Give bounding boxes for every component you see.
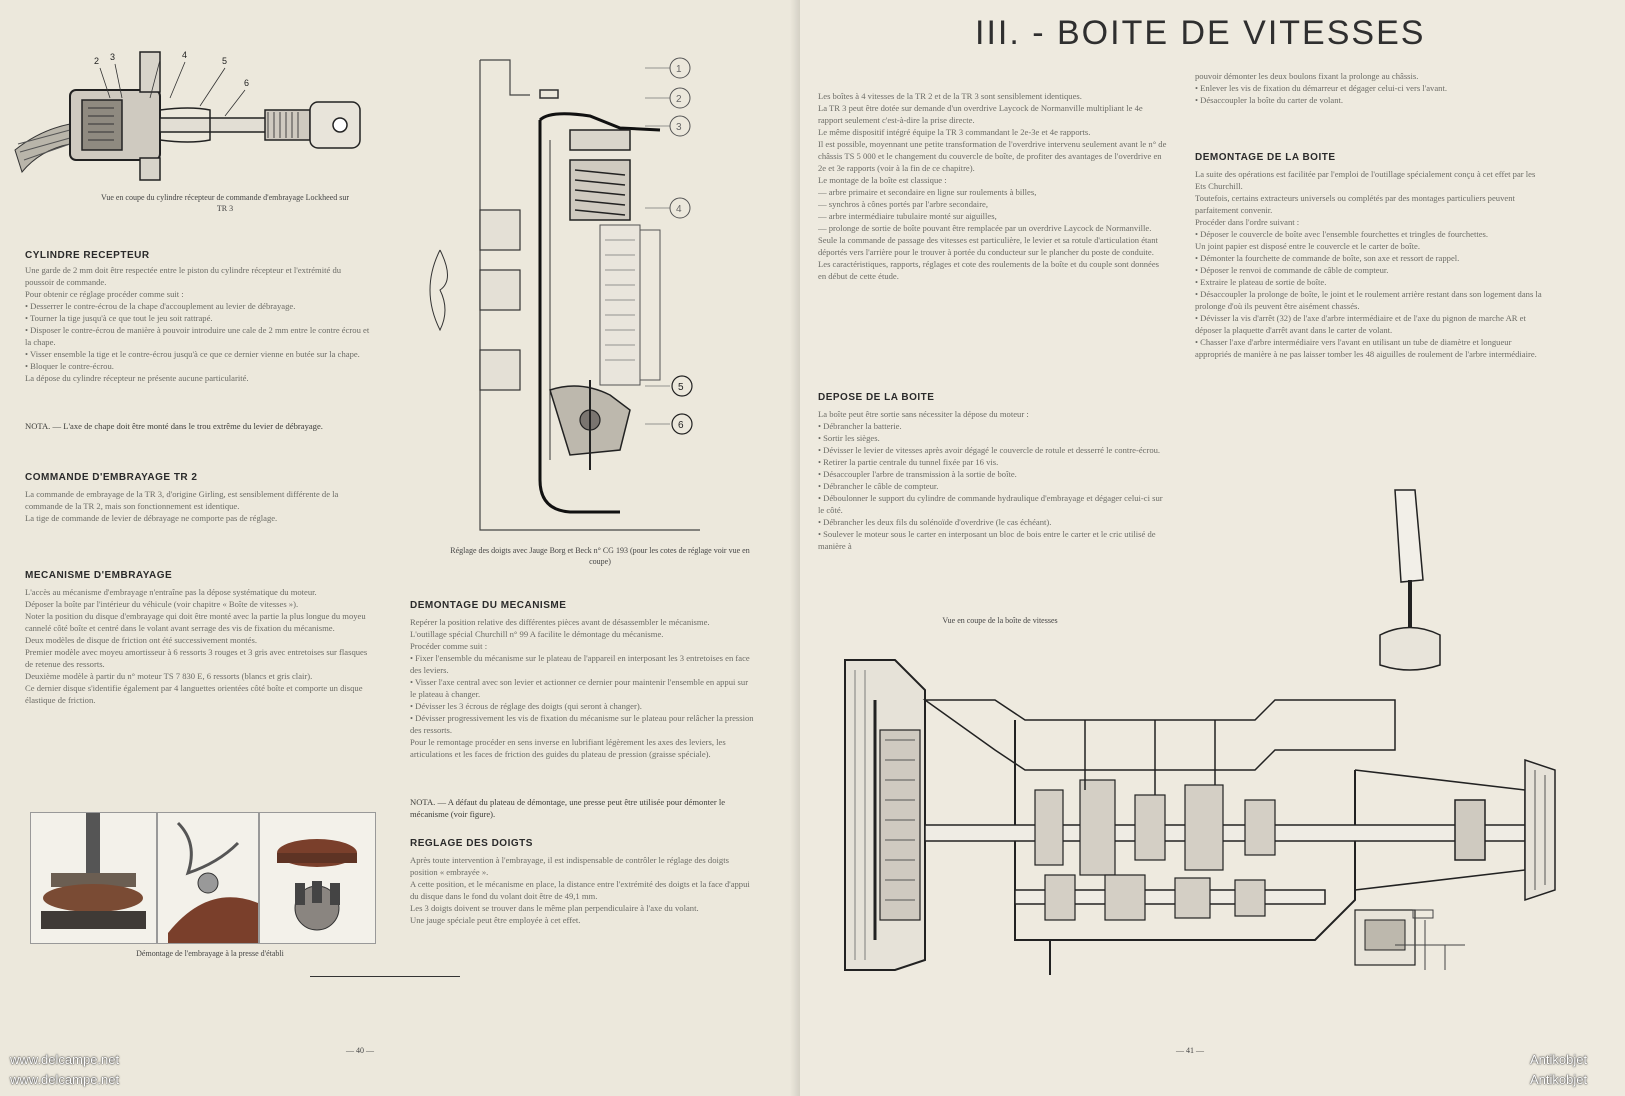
nota-demontage-mecanisme: NOTA. — A défaut du plateau de démontage, une presse peut être utilisée pour démonter le mécanisme (voir figure). xyxy=(410,797,726,819)
left-page xyxy=(0,0,800,1096)
photo-clutch-press-3 xyxy=(259,812,376,944)
text-demontage-boite: La suite des opérations est facilitée par l'emploi de l'outillage spécialement conçu à cet effet par les Ets Churchill. Toutefois, certains extracteurs universels ou complétés par des montages particuliers peuvent parfaitement convenir. Procéder dans l'ordre suivant : • Déposer le couvercle de boîte avec l'ensemble fourchettes et tringles de fourchettes. Un joint papier est disposé entre le couvercle et le carter de boîte. • Démonter la fourchette de commande de boîte, son axe et ressort de rappel. • Déposer le renvoi de commande de câble de compteur. • Extraire le plateau de sortie de boîte. • Désaccoupler la prolonge de boîte, le joint et le roulement arrière restant dans son logement dans la prolonge d'où ils peuvent être aisément chassés. • Dévisser la vis d'arrêt (32) de l'axe d'arbre intermédiaire et de l'axe du pignon de marche AR et déposer la plaquette d'arrêt avant dans le carter de volant. • Chasser l'axe d'arbre intermédiaire vers l'avant en utilisant un tube de diamètre et longueur appropriés de manière à ne pas laisser tomber les 48 aiguilles de roulement de l'arbre intermédiaire. xyxy=(1195,169,1542,359)
heading-cylindre-recepteur: CYLINDRE RECEPTEUR xyxy=(25,250,150,261)
gearbox-cutaway-drawing xyxy=(835,470,1575,990)
text-reglage-doigts: Après toute intervention à l'embrayage, il est indispensable de contrôler le réglage des doigts position « embrayée ». A cette position, et le mécanisme en place, la distance entre l'extrémité des doigts et la face d'appui du disque dans le fond du volant doit être de 49,1 mm. Les 3 doigts doivent se trouver dans le même plan perpendiculaire à l'axe du volant. Une jauge spéciale peut être employée à cet effet. xyxy=(410,855,750,925)
heading-depose-boite: DEPOSE DE LA BOITE xyxy=(818,392,935,403)
callout-3: 3 xyxy=(110,52,116,62)
callout-6: 6 xyxy=(244,78,250,88)
callout-2: 2 xyxy=(94,56,100,66)
heading-reglage-doigts: REGLAGE DES DOIGTS xyxy=(410,838,533,849)
watermark-antikobjet-2: Antikobjet xyxy=(1530,1072,1588,1087)
text-depose-boite: La boîte peut être sortie sans nécessiter la dépose du moteur : • Débrancher la batterie. • Sortir les sièges. • Dévisser le levier de vitesses après avoir dégagé le couvercle de rotule et desserré le contre-écrou. • Retirer la partie centrale du tunnel fixée par 16 vis. • Désaccoupler l'arbre de transmission à la sortie de boîte. • Débrancher le câble de compteur. • Déboulonner le support du cylindre de commande hydraulique d'embrayage et dégager celui-ci sur le côté. • Débrancher les deux fils du solénoïde d'overdrive (le cas échéant). • Soulever le moteur sous le carter en interposant un bloc de bois entre le carter et le cric utilisé de manière à xyxy=(818,409,1163,551)
text-demontage-mecanisme: Repérer la position relative des différentes pièces avant de désassembler le mécanisme. L'outillage spécial Churchill n° 99 A facilite le démontage du mécanisme. Procéder comme suit : • Fixer l'ensemble du mécanisme sur le plateau de l'appareil en interposant les 3 entretoises en face des leviers. • Visser l'axe central avec son levier et actionner ce dernier pour maintenir l'ensemble en appui sur le plateau à changer. • Dévisser les 3 écrous de réglage des doigts (qui seront à changer). • Dévisser progressivement les vis de fixation du mécanisme sur le plateau pour relâcher la pression des ressorts. Pour le remontage procéder en sens inverse en lubrifiant légèrement les axes des leviers, les articulations et les faces de friction des guides du plateau de pression (graisse spéciale). xyxy=(410,617,754,759)
fig2-callout-6: 6 xyxy=(678,420,684,431)
watermark-delcampe-2: www.delcampe.net xyxy=(10,1072,120,1087)
receiver-cylinder-drawing xyxy=(10,40,380,180)
gearbox-caption: Vue en coupe de la boîte de vitesses xyxy=(942,616,1058,625)
text-commande-embrayage: La commande de embrayage de la TR 3, d'origine Girling, est sensiblement différente de la commande de la TR 2, mais son fonctionnement est identique. La tige de commande de levier de débrayage ne comporte pas de réglage. xyxy=(25,489,339,523)
callout-5: 5 xyxy=(222,56,228,66)
fig1-caption: Vue en coupe du cylindre récepteur de commande d'embrayage Lockheed sur TR 3 xyxy=(101,193,349,213)
text-col2-top: pouvoir démonter les deux boulons fixant la prolonge au châssis. • Enlever les vis de fixation du démarreur et dégager celui-ci vers l'avant. • Désaccoupler la boîte du carter de volant. xyxy=(1195,71,1448,105)
photos-rule xyxy=(310,976,460,977)
fig2-callout-5: 5 xyxy=(678,382,684,393)
fig2-callout-2: 2 xyxy=(676,94,682,105)
nota-cylindre-recepteur: NOTA. — L'axe de chape doit être monté dans le trou extrême du levier de débrayage. xyxy=(25,421,323,431)
text-mecanisme-embrayage: L'accès au mécanisme d'embrayage n'entraîne pas la dépose systématique du moteur. Déposer la boîte par l'intérieur du véhicule (voir chapitre « Boîte de vitesses »). Noter la position du disque d'embrayage qui doit être monté avec la partie la plus longue du moyeu cannelé côté boîte et centré dans le volant avant serrage des vis de fixation du mécanisme. Deux modèles de disque de friction ont été successivement montés. Premier modèle avec moyeu amortisseur à 6 ressorts 3 rouges et 3 gris avec entretoises sur flasques de retenue des ressorts. Deuxième modèle à partir du n° moteur TS 7 830 E, 6 ressorts (blancs et gris clair). Ce dernier disque s'identifie également par 4 languettes orientées côté boîte et comporte un disque élastique de friction. xyxy=(25,587,368,705)
photos-caption: Démontage de l'embrayage à la presse d'établi xyxy=(136,949,284,958)
text-intro-boite: Les boîtes à 4 vitesses de la TR 2 et de la TR 3 sont sensiblement identiques. La TR 3 peut être dotée sur demande d'un overdrive Laycock de Normanville multipliant le 4e rapport seulement c'est-à-dire la prise directe. Le même dispositif intégré équipe la TR 3 commandant le 2e-3e et 4e rapports. Il est possible, moyennant une petite transformation de l'overdrive intervenu seulement avant le n° de châssis TS 5 000 et le changement du couvercle de boîte, de profiter des avantages de l'overdrive en 2e et 3e rapports (voir à la fin de ce chapitre). Le montage de la boîte est classique : — arbre primaire et secondaire en ligne sur roulements à billes, — synchros à cônes portés par l'arbre secondaire, — arbre intermédiaire tubulaire monté sur aiguilles, — prolonge de sortie de boîte pouvant être remplacée par un overdrive Laycock de Normanville. Seule la commande de passage des vitesses est particulière, le levier et sa rotule d'articulation étant déportés vers l'arrière pour le trouver à portée du conducteur sur le plancher du poste de conduite. Les caractéristiques, rapports, réglages et cote des roulements de la boîte et du couple sont données en début de cette étude. xyxy=(818,91,1167,281)
heading-mecanisme-embrayage: MECANISME D'EMBRAYAGE xyxy=(25,570,173,581)
text-cylindre-recepteur: Une garde de 2 mm doit être respectée entre le piston du cylindre récepteur et l'extrémité du poussoir de commande. Pour obtenir ce réglage procéder comme suit : • Desserrer le contre-écrou de la chape d'accouplement au levier de débrayage. • Tourner la tige jusqu'à ce que tout le jeu soit rattrapé. • Disposer le contre-écrou de manière à pouvoir introduire une cale de 2 mm entre le contre écrou et la chape. • Visser ensemble la tige et le contre-écrou jusqu'à ce que ce dernier vienne en butée sur la chape. • Bloquer le contre-écrou. La dépose du cylindre récepteur ne présente aucune particularité. xyxy=(25,265,370,383)
heading-commande-embrayage: COMMANDE D'EMBRAYAGE TR 2 xyxy=(25,472,198,483)
fig2-callout-4: 4 xyxy=(676,204,682,215)
watermark-antikobjet: Antikobjet xyxy=(1530,1052,1588,1067)
right-page-number: — 41 — xyxy=(1176,1046,1204,1055)
watermark-delcampe: www.delcampe.net xyxy=(10,1052,120,1067)
fig2-caption: Réglage des doigts avec Jauge Borg et Beck n° CG 193 (pour les cotes de réglage voir vue en coupe) xyxy=(450,546,750,566)
photo-clutch-press-1 xyxy=(30,812,157,944)
left-page-number: — 40 — xyxy=(346,1046,374,1055)
heading-demontage-mecanisme: DEMONTAGE DU MECANISME xyxy=(410,600,567,611)
callout-4: 4 xyxy=(182,50,188,60)
photo-clutch-press-2 xyxy=(157,812,259,944)
fig2-callout-1: 1 xyxy=(676,64,682,75)
chapter-title: III. - BOITE DE VITESSES xyxy=(975,14,1426,52)
heading-demontage-boite: DEMONTAGE DE LA BOITE xyxy=(1195,152,1336,163)
clutch-section-drawing xyxy=(420,50,750,540)
fig2-callout-3: 3 xyxy=(676,122,682,133)
